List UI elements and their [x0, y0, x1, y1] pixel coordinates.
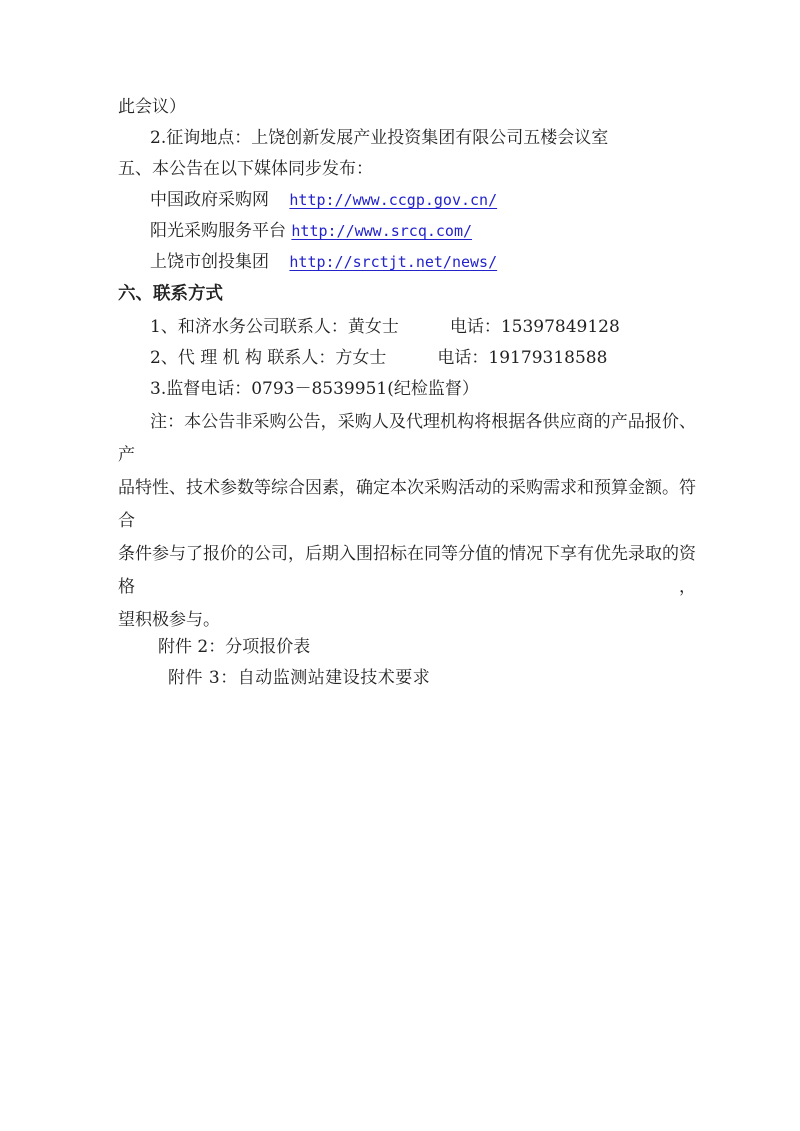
document-body: [118, 92, 696, 694]
note-paragraph: [118, 406, 696, 637]
contact-list: [118, 312, 696, 405]
inquiry-location-line: 2.征询地点：上饶创新发展产业投资集团有限公司五楼会议室: [150, 128, 609, 148]
media-item-srcq: [118, 216, 696, 247]
media-link-ccgp[interactable]: http://www.ccgp.gov.cn/: [289, 191, 498, 209]
note-line: 注：本公告非采购公告，采购人及代理机构将根据各供应商的产品报价、产: [118, 412, 696, 465]
intro-tail-line: 此会议）: [118, 97, 186, 117]
attachment-item-2: 附件 2：分项报价表: [158, 637, 311, 657]
contact-agency-line: 2、代 理 机 构 联系人：方女士 电话：19179318588: [150, 348, 608, 368]
media-link-srctjt[interactable]: http://srctjt.net/news/: [289, 253, 498, 271]
attachment-list: [118, 632, 696, 694]
section-media-heading: 五、本公告在以下媒体同步发布：: [118, 159, 373, 179]
note-line: 望积极参与。: [118, 610, 220, 630]
media-name: 上饶市创投集团: [150, 252, 269, 272]
media-item-srctjt: [118, 247, 696, 278]
note-line: 条件参与了报价的公司，后期入围招标在同等分值的情况下享有优先录取的资格，: [118, 544, 696, 597]
media-name: 阳光采购服务平台: [150, 221, 286, 241]
media-link-srcq[interactable]: http://www.srcq.com/: [291, 222, 473, 240]
note-line: 品特性、技术参数等综合因素，确定本次采购活动的采购需求和预算金额。符合: [118, 478, 696, 531]
media-item-ccgp: [118, 185, 696, 216]
attachment-item-3: 附件 3：自动监测站建设技术要求: [168, 668, 431, 688]
section-contact-heading: 六、联系方式: [118, 283, 223, 303]
contact-supervision-line: 3.监督电话：0793－8539951(纪检监督）: [150, 379, 479, 399]
media-name: 中国政府采购网: [150, 190, 269, 210]
contact-water-company-line: 1、和济水务公司联系人：黄女士 电话：15397849128: [150, 317, 620, 337]
